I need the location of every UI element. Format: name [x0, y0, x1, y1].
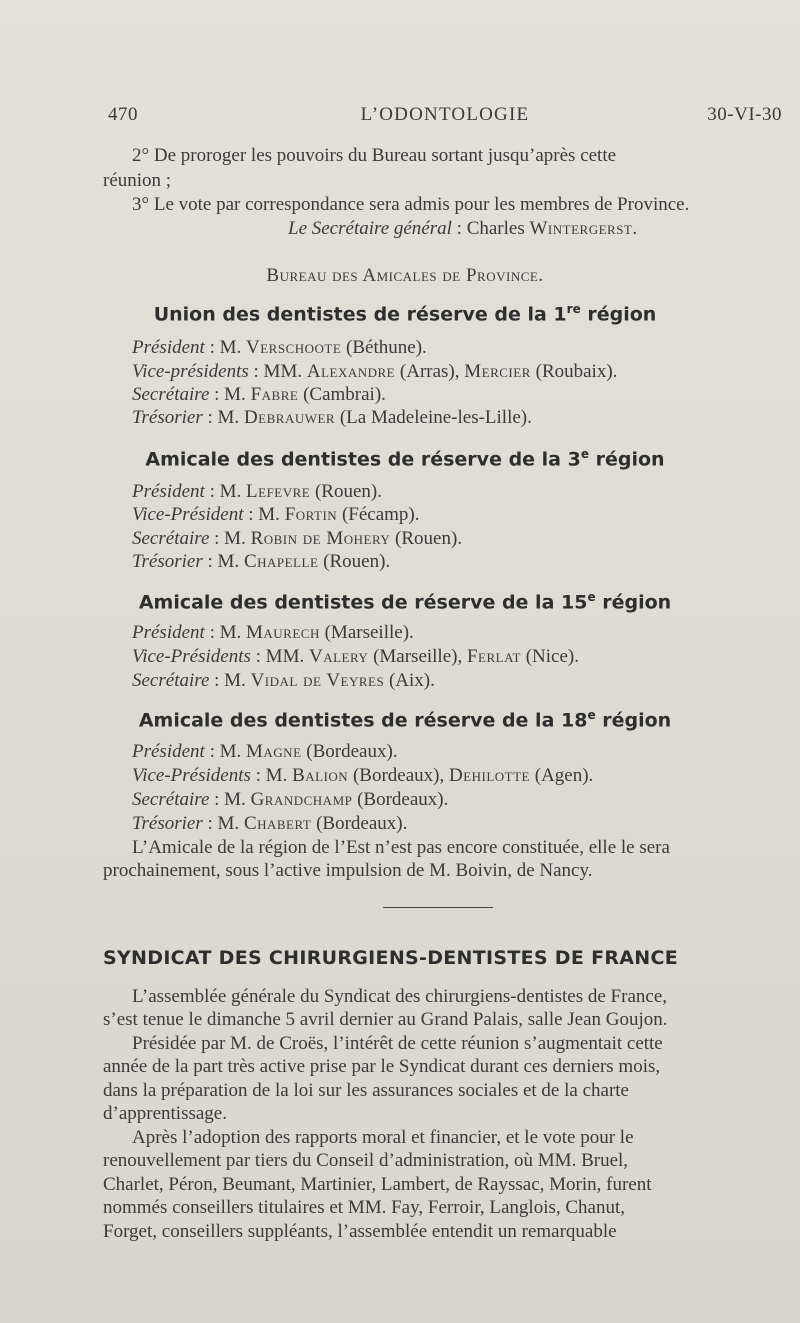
officer-city: (Rouen). — [310, 481, 382, 502]
officer-sep: : M. — [204, 481, 247, 502]
officer-row — [132, 504, 800, 526]
section-title — [0, 708, 800, 731]
est-note: L’Amicale de la région de l’Est n’est pas encore constituée, elle le sera — [132, 837, 670, 858]
paragraph-line: Après l’adoption des rapports moral et financier, et le vote pour le — [132, 1127, 634, 1148]
officer-role: Trésorier — [132, 551, 203, 572]
officer-name: Verschoote — [246, 337, 342, 358]
signature-name: Wintergerst. — [529, 218, 638, 239]
paragraph-line: d’apprentissage. — [103, 1103, 227, 1124]
officer-sep: : M. — [202, 407, 244, 428]
officer-name: Alexandre — [306, 361, 396, 382]
officer-city: (Marseille). — [319, 622, 414, 643]
paragraph-line: s’est tenue le dimanche 5 avril dernier au Grand Palais, salle Jean Goujon. — [103, 1009, 668, 1030]
officer-name: Fabre — [250, 384, 299, 405]
intro-line: 3° Le vote par correspondance sera admis pour les membres de Province. — [132, 194, 690, 215]
officer-role: Secrétaire — [132, 670, 210, 691]
officer-row — [132, 361, 800, 383]
officer-role: Vice-Présidents — [132, 765, 251, 786]
officer-row — [132, 741, 800, 763]
officer-role: Secrétaire — [132, 789, 210, 810]
officer-sep: : M. — [202, 813, 244, 834]
officer-city: (Fécamp). — [337, 504, 420, 525]
section-title-text: Amicale des dentistes de réserve de la 3 — [145, 448, 581, 471]
officer-row — [132, 551, 800, 573]
officer-city: (Bordeaux). — [311, 813, 408, 834]
officer-role: Président — [132, 622, 205, 643]
officer-role: Secrétaire — [132, 384, 210, 405]
officer-city: (Béthune). — [341, 337, 427, 358]
signature-sep: : Charles — [451, 218, 530, 239]
officer-city: (Cambrai). — [298, 384, 386, 405]
section-title-suffix: région — [580, 303, 657, 326]
officer-sep: : M. — [209, 384, 251, 405]
paragraph-line: nommés conseillers titulaires et MM. Fay, Ferroir, Langlois, Chanut, — [103, 1197, 626, 1218]
syndicat-heading: SYNDICAT DES CHIRURGIENS-DENTISTES DE FRANCE — [103, 947, 679, 969]
intro-line: 2° De proroger les pouvoirs du Bureau sortant jusqu’après cette — [132, 145, 617, 166]
officer-name: Ferlat — [466, 646, 521, 667]
officer-row — [132, 337, 800, 359]
journal-title: L’ODONTOLOGIE — [360, 104, 530, 125]
est-note: prochainement, sous l’active impulsion de M. Boivin, de Nancy. — [103, 860, 593, 881]
officer-name: Grandchamp — [250, 789, 353, 810]
officer-city: (Marseille), — [368, 646, 467, 667]
officer-city: (Roubaix). — [530, 361, 618, 382]
officer-row — [132, 765, 800, 787]
officer-role: Président — [132, 481, 205, 502]
section-title-sup: re — [566, 302, 581, 316]
paragraph-line: Forget, conseillers suppléants, l’assemblée entendit un remarquable — [103, 1221, 617, 1242]
officer-row — [132, 622, 800, 644]
paragraph-line: Charlet, Péron, Beumant, Martinier, Lambert, de Rayssac, Morin, furent — [103, 1174, 652, 1195]
paragraph-line: renouvellement par tiers du Conseil d’administration, où MM. Bruel, — [103, 1150, 629, 1171]
section-divider — [383, 907, 493, 908]
section-title-text: Amicale des dentistes de réserve de la 15 — [138, 591, 588, 614]
officer-sep: : M. — [204, 622, 247, 643]
officer-name: Magne — [246, 741, 302, 762]
officer-city: (Rouen). — [390, 528, 463, 549]
officer-city: (Bordeaux). — [352, 789, 449, 810]
officer-sep: : M. — [250, 765, 293, 786]
officer-city: (Arras), — [395, 361, 465, 382]
officer-sep: : M. — [209, 528, 251, 549]
officer-row — [132, 670, 800, 692]
officer-row — [132, 528, 800, 550]
officer-role: Secrétaire — [132, 528, 210, 549]
officer-sep: : M. — [204, 741, 247, 762]
officer-city: (Bordeaux). — [301, 741, 398, 762]
officer-city: (La Madeleine-les-Lille). — [335, 407, 532, 428]
paragraph-line: L’assemblée générale du Syndicat des chirurgiens-dentistes de France, — [132, 986, 667, 1007]
officer-name: Lefevre — [246, 481, 311, 502]
section-title-sup: e — [580, 447, 589, 461]
officer-sep: : M. — [243, 504, 285, 525]
running-header — [108, 104, 782, 130]
intro-line: réunion ; — [103, 170, 172, 191]
section-title-suffix: région — [588, 448, 665, 471]
officer-role: Vice-Présidents — [132, 646, 251, 667]
officer-city: (Agen). — [530, 765, 594, 786]
signature-label: Le Secrétaire général — [288, 218, 452, 239]
officer-name: Dehilotte — [448, 765, 530, 786]
officer-role: Président — [132, 741, 205, 762]
section-title — [0, 302, 800, 325]
issue-date: 30-VI-30 — [707, 104, 782, 125]
officer-city: (Bordeaux), — [348, 765, 449, 786]
officer-role: Président — [132, 337, 205, 358]
officer-name: Vidal de Veyres — [250, 670, 385, 691]
section-title-suffix: région — [595, 709, 672, 732]
officer-sep: : MM. — [250, 646, 309, 667]
officer-row — [132, 789, 800, 811]
signature — [288, 218, 800, 240]
officer-row — [132, 813, 800, 835]
officer-role: Vice-présidents — [132, 361, 249, 382]
officer-name: Balion — [292, 765, 349, 786]
section-title-suffix: région — [595, 591, 672, 614]
officer-name: Maurech — [246, 622, 320, 643]
officer-sep: : M. — [209, 789, 251, 810]
officer-row — [132, 407, 800, 429]
officer-city: (Rouen). — [318, 551, 391, 572]
page-number: 470 — [108, 104, 138, 125]
paragraph-line: dans la préparation de la loi sur les assurances sociales et de la charte — [103, 1080, 629, 1101]
officer-city: (Aix). — [384, 670, 435, 691]
officer-name: Chabert — [243, 813, 312, 834]
officer-name: Fortin — [284, 504, 338, 525]
section-title-text: Amicale des dentistes de réserve de la 18 — [138, 709, 588, 732]
officer-name: Valery — [308, 646, 369, 667]
paragraph-line: année de la part très active prise par le Syndicat durant ces derniers mois, — [103, 1056, 661, 1077]
officer-row — [132, 646, 800, 668]
officer-sep: : M. — [209, 670, 251, 691]
officer-sep: : M. — [202, 551, 244, 572]
officer-name: Robin de Mohery — [250, 528, 391, 549]
section-title-text: Union des dentistes de réserve de la 1 — [153, 303, 567, 326]
officer-role: Trésorier — [132, 813, 203, 834]
officer-row — [132, 481, 800, 503]
bureau-heading: Bureau des Amicales de Province. — [266, 265, 544, 286]
officer-name: Chapelle — [243, 551, 319, 572]
paragraph-line: Présidée par M. de Croës, l’intérêt de cette réunion s’augmentait cette — [132, 1033, 663, 1054]
officer-city: (Nice). — [520, 646, 580, 667]
section-title-sup: e — [587, 590, 596, 604]
section-title — [0, 590, 800, 613]
section-title — [0, 447, 800, 470]
officer-role: Trésorier — [132, 407, 203, 428]
officer-role: Vice-Président — [132, 504, 244, 525]
officer-sep: : MM. — [248, 361, 307, 382]
officer-name: Debrauwer — [243, 407, 336, 428]
section-title-sup: e — [587, 708, 596, 722]
officer-sep: : M. — [204, 337, 247, 358]
officer-name: Mercier — [464, 361, 531, 382]
officer-row — [132, 384, 800, 406]
